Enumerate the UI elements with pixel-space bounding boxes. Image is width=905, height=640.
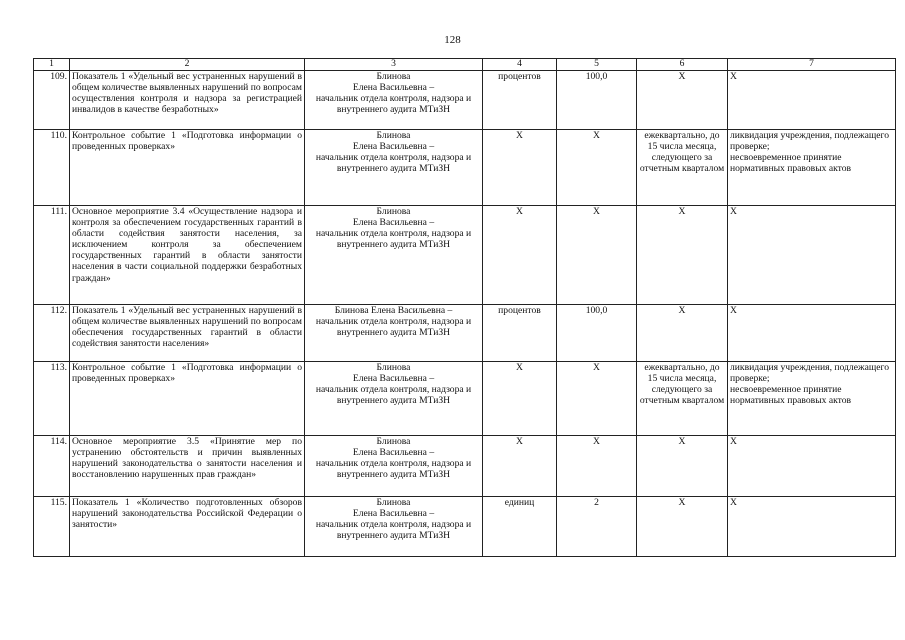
row-value: 100,0: [557, 305, 637, 362]
row-name: Контрольное событие 1 «Подготовка информации о проведенных проверках»: [70, 130, 305, 206]
table-row: [34, 305, 896, 362]
row-value: Х: [557, 436, 637, 497]
header-col-5: 5: [557, 59, 637, 71]
header-col-6: 6: [637, 59, 728, 71]
row-risks: ликвидация учреждения, подлежащего проверке; несвоевременное принятие нормативных правовых актов: [728, 130, 896, 206]
row-name: Основное мероприятие 3.5 «Принятие мер по устранению обстоятельств и причин выявленных нарушений законодательства о занятости населения и восстановлению нарушенных прав граждан»: [70, 436, 305, 497]
row-number: 114.: [34, 436, 70, 497]
row-risks: Х: [728, 497, 896, 557]
table-row: [34, 436, 896, 497]
header-col-3: 3: [305, 59, 483, 71]
header-col-4: 4: [483, 59, 557, 71]
row-number: 112.: [34, 305, 70, 362]
row-responsible: Блинова Елена Васильевна – начальник отдела контроля, надзора и внутреннего аудита МТиЗН: [305, 362, 483, 436]
row-risks: Х: [728, 206, 896, 305]
header-col-7: 7: [728, 59, 896, 71]
row-deadline: Х: [637, 71, 728, 130]
row-name: Показатель 1 «Количество подготовленных обзоров нарушений законодательства Российской Федерации о занятости»: [70, 497, 305, 557]
row-number: 111.: [34, 206, 70, 305]
table-row: [34, 497, 896, 557]
row-unit: Х: [483, 436, 557, 497]
row-responsible: Блинова Елена Васильевна – начальник отдела контроля, надзора и внутреннего аудита МТиЗН: [305, 206, 483, 305]
row-unit: Х: [483, 130, 557, 206]
page-number: 128: [444, 34, 461, 46]
row-unit: процентов: [483, 305, 557, 362]
row-number: 113.: [34, 362, 70, 436]
row-responsible: Блинова Елена Васильевна – начальник отдела контроля, надзора и внутреннего аудита МТиЗН: [305, 130, 483, 206]
row-deadline: ежеквартально, до 15 числа месяца, следующего за отчетным кварталом: [637, 130, 728, 206]
row-number: 110.: [34, 130, 70, 206]
row-number: 109.: [34, 71, 70, 130]
row-deadline: Х: [637, 305, 728, 362]
program-table: [33, 58, 896, 557]
table-row: [34, 130, 896, 206]
row-value: Х: [557, 206, 637, 305]
table-row: [34, 71, 896, 130]
row-unit: процентов: [483, 71, 557, 130]
row-risks: Х: [728, 71, 896, 130]
table-row: [34, 206, 896, 305]
row-responsible: Блинова Елена Васильевна – начальник отдела контроля, надзора и внутреннего аудита МТиЗН: [305, 436, 483, 497]
row-responsible: Блинова Елена Васильевна – начальник отдела контроля, надзора и внутреннего аудита МТиЗН: [305, 305, 483, 362]
row-unit: единиц: [483, 497, 557, 557]
row-responsible: Блинова Елена Васильевна – начальник отдела контроля, надзора и внутреннего аудита МТиЗН: [305, 71, 483, 130]
row-unit: Х: [483, 362, 557, 436]
table-row: [34, 362, 896, 436]
header-row: [34, 59, 896, 71]
row-unit: Х: [483, 206, 557, 305]
row-deadline: Х: [637, 206, 728, 305]
row-risks: Х: [728, 436, 896, 497]
row-number: 115.: [34, 497, 70, 557]
row-name: Показатель 1 «Удельный вес устраненных нарушений в общем количестве выявленных нарушений по вопросам обеспечения государственных гарантий в области содействия занятости населения»: [70, 305, 305, 362]
row-deadline: ежеквартально, до 15 числа месяца, следующего за отчетным кварталом: [637, 362, 728, 436]
row-risks: ликвидация учреждения, подлежащего проверке; несвоевременное принятие нормативных правовых актов: [728, 362, 896, 436]
row-value: Х: [557, 362, 637, 436]
row-name: Основное мероприятие 3.4 «Осуществление надзора и контроля за обеспечением государственных гарантий в области содействия занятости населения, за исключением контроля за обеспечением государственных гарантий в области занятости населения в части социальной поддержки безработных граждан»: [70, 206, 305, 305]
row-name: Показатель 1 «Удельный вес устраненных нарушений в общем количестве выявленных нарушений по вопросам осуществления контроля и надзора за регистрацией инвалидов в качестве безработных»: [70, 71, 305, 130]
row-deadline: Х: [637, 436, 728, 497]
header-col-1: 1: [34, 59, 70, 71]
row-value: 100,0: [557, 71, 637, 130]
row-responsible: Блинова Елена Васильевна – начальник отдела контроля, надзора и внутреннего аудита МТиЗН: [305, 497, 483, 557]
row-risks: Х: [728, 305, 896, 362]
header-col-2: 2: [70, 59, 305, 71]
row-name: Контрольное событие 1 «Подготовка информации о проведенных проверках»: [70, 362, 305, 436]
row-value: Х: [557, 130, 637, 206]
row-deadline: Х: [637, 497, 728, 557]
row-value: 2: [557, 497, 637, 557]
